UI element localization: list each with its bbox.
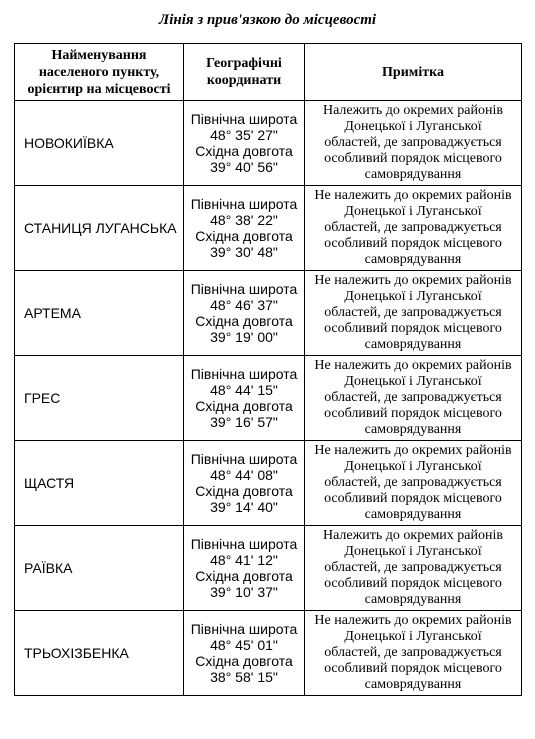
coordinates-cell [184,101,305,186]
latitude-value: 48° 44' 15" [210,382,278,398]
table-row [15,526,522,611]
longitude-value: 39° 10' 37" [210,584,278,600]
table-row [15,441,522,526]
coordinates-cell [184,526,305,611]
note-cell [305,101,522,186]
table-header-row [15,44,522,101]
latitude-label: Північна широта [190,111,298,127]
longitude-label: Східна довгота [195,568,293,584]
table-row [15,271,522,356]
note-line: Донецької і Луганської [344,459,482,474]
note-line: Донецької і Луганської [344,119,482,134]
settlement-name: СТАНИЦЯ ЛУГАНСЬКА [15,186,184,271]
note-line: областей, де запроваджується [324,305,502,320]
coordinates-cell [184,356,305,441]
note-cell [305,526,522,611]
header-name: Найменування населеного пункту, орієнтир на місцевості [15,44,184,101]
longitude-label: Східна довгота [195,143,293,159]
note-line: Не належить до окремих районів [314,188,512,203]
longitude-value: 39° 14' 40" [210,499,278,515]
note-line: самоврядування [364,592,462,607]
longitude-label: Східна довгота [195,228,293,244]
longitude-label: Східна довгота [195,483,293,499]
latitude-label: Північна широта [190,366,298,382]
table-row [15,611,522,696]
note-line: Не належить до окремих районів [314,273,512,288]
note-line: Донецької і Луганської [344,374,482,389]
table-body [15,101,522,696]
note-line: самоврядування [364,677,462,692]
note-line: Донецької і Луганської [344,289,482,304]
note-line: особливий порядок місцевого [324,151,502,166]
header-coordinates-line1: Географічні [206,56,282,71]
settlement-name: АРТЕМА [15,271,184,356]
note-line: Не належить до окремих районів [314,613,512,628]
note-cell [305,441,522,526]
table-row [15,356,522,441]
header-coordinates [184,44,305,101]
note-line: особливий порядок місцевого [324,661,502,676]
settlement-name: ЩАСТЯ [15,441,184,526]
latitude-value: 48° 41' 12" [210,552,278,568]
note-line: самоврядування [364,252,462,267]
note-line: областей, де запроваджується [324,220,502,235]
note-line: Належить до окремих районів [322,103,503,118]
note-line: самоврядування [364,507,462,522]
note-line: Не належить до окремих районів [314,443,512,458]
coordinates-cell [184,186,305,271]
coordinates-cell [184,441,305,526]
coordinates-cell [184,611,305,696]
longitude-value: 39° 19' 00" [210,329,278,345]
longitude-label: Східна довгота [195,313,293,329]
table-row [15,186,522,271]
note-line: особливий порядок місцевого [324,236,502,251]
settlement-name: РАЇВКА [15,526,184,611]
longitude-value: 39° 40' 56" [210,159,278,175]
latitude-value: 48° 46' 37" [210,297,278,313]
latitude-value: 48° 45' 01" [210,637,278,653]
latitude-label: Північна широта [190,536,298,552]
note-cell [305,611,522,696]
note-line: областей, де запроваджується [324,645,502,660]
coordinates-cell [184,271,305,356]
settlement-name: НОВОКИЇВКА [15,101,184,186]
note-line: особливий порядок місцевого [324,491,502,506]
longitude-value: 38° 58' 15" [210,669,278,685]
note-line: особливий порядок місцевого [324,576,502,591]
settlement-name: ТРЬОХІЗБЕНКА [15,611,184,696]
longitude-value: 39° 30' 48" [210,244,278,260]
header-coordinates-line2: координати [206,73,282,88]
latitude-label: Північна широта [190,196,298,212]
note-line: самоврядування [364,167,462,182]
latitude-label: Північна широта [190,281,298,297]
note-line: Донецької і Луганської [344,629,482,644]
note-cell [305,271,522,356]
note-cell [305,186,522,271]
note-cell [305,356,522,441]
longitude-value: 39° 16' 57" [210,414,278,430]
latitude-value: 48° 38' 22" [210,212,278,228]
longitude-label: Східна довгота [195,398,293,414]
note-line: самоврядування [364,337,462,352]
settlement-name: ГРЕС [15,356,184,441]
note-line: областей, де запроваджується [324,475,502,490]
header-note: Примітка [305,44,522,101]
settlement-table [14,43,522,696]
table-row [15,101,522,186]
note-line: Донецької і Луганської [344,204,482,219]
latitude-value: 48° 35' 27" [210,127,278,143]
latitude-label: Північна широта [190,451,298,467]
document-title: Лінія з прив'язкою до місцевості [158,12,377,28]
longitude-label: Східна довгота [195,653,293,669]
note-line: самоврядування [364,422,462,437]
note-line: Належить до окремих районів [322,528,503,543]
note-line: областей, де запроваджується [324,390,502,405]
note-line: особливий порядок місцевого [324,406,502,421]
latitude-value: 48° 44' 08" [210,467,278,483]
note-line: Не належить до окремих районів [314,358,512,373]
latitude-label: Північна широта [190,621,298,637]
note-line: Донецької і Луганської [344,544,482,559]
note-line: особливий порядок місцевого [324,321,502,336]
note-line: областей, де запроваджується [324,560,502,575]
note-line: областей, де запроваджується [324,135,502,150]
